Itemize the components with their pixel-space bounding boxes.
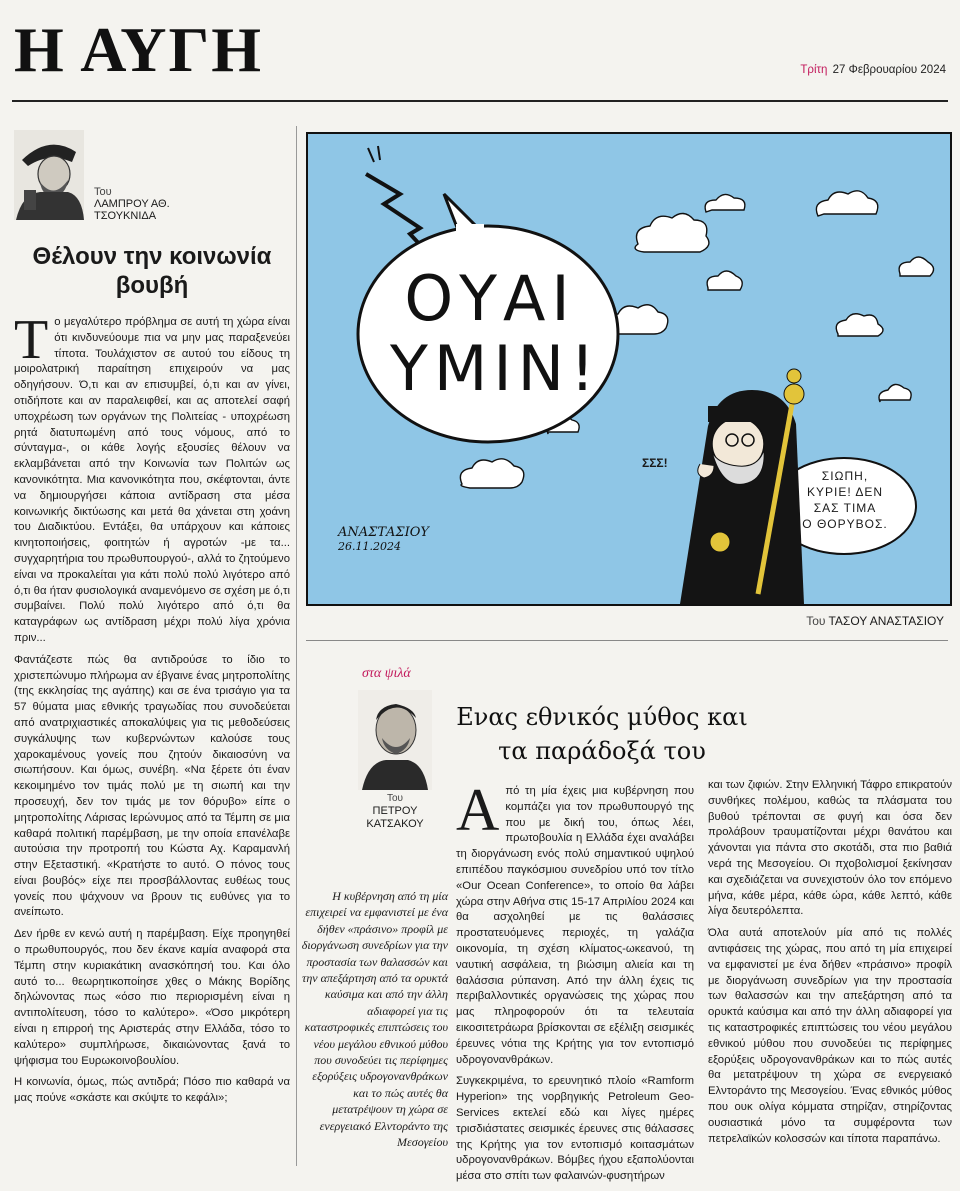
- speech-main-line1: ΟΥΑΙ: [404, 262, 576, 335]
- cartoon-credit: [806, 614, 944, 628]
- author-photo-katsakou: [358, 690, 432, 790]
- speech-small-line: ΣΑΣ ΤΙΜΑ: [813, 501, 877, 515]
- byline-column1: [94, 186, 224, 222]
- section-rule: [306, 640, 948, 641]
- dropcap: Α: [456, 777, 500, 843]
- column1-paragraph: Φαντάζεστε πώς θα αντιδρούσε το ίδιο το χριστεπώνυμο πλήρωμα αν έβγαινε ένας μητροπολίτης (της εκκλησίας της αγάπης) και σε ένα τρισάγιο για τα 57 θύματα μιας εθνικής τραγωδίας που συνοδεύεται από ανατριχιαστικές αποκαλύψεις για τις μεθοδεύσεις συγκάλυψης των κυβερνώντων καλούσε τους χαροκαμένους γονείς που ζητούν δικαιοσύνη να σιωπήσουν. Και όμως, συνέβη. «Να ξέρετε ότι έναν κεκοιμημένο τον τιμάς πολύ με τη σιωπή και την προσευχή, δεν τον τιμάς με τον θόρυβο» είπε ο μητροπολίτης Λάρισας Ιερώνυμος από τα Τέμπη σε μια καθαρά πολιτική παρέμβαση, με την οποία επανέλαβε αυτούσια την προτροπή του Κώστα Αχ. Καραμανλή στην Εξεταστική. «Κρατήστε το αυτό. Ο πόνος τους είναι βουβός» είχε πει προσβάλλοντας ευθέως τους γονείς που ψάχνουν να βρουν τις ευθύνες για το ανείπωτο.: [14, 653, 290, 919]
- paragraph-text: ο μεγαλύτερο πρόβλημα σε αυτή τη χώρα είναι ότι κινδυνεύουμε πια να μην μας παραξενεύει τίποτα. Τουλάχιστον σε αυτού του είδους τη μοιρολατρική παραίτηση επιχειρούν να μας οδηγήσουν. Ό,τι και αν επισυμβεί, ό,τι και αν γίνει, οτιδήποτε και αν παραλειφθεί, και ας αποτελεί σαφή υποχρέωση των οργάνων της Πολιτείας - υποχρέωση ρητά διατυπωμένη από τους νόμους, από το σύνταγμα-, οι κάθε λογής εξουσίες θέλουν να εκλαμβάνεται από την Κοινωνία των Πολιτών ως κανονικότητα. Μια κανονικότητα που, σκέφτονται, άντε να δημιουργήσει κάποια αντίδραση στα μέσα κοινωνικής δικτύωσης και μετά θα χάνεται στη χοάνη του Διαδικτύου. Εντάξει, θα υπάρχουν και κάποιες κινητοποιήσεις, φοιτητών ή αγροτών -με τα... συγχαρητήρια του πρωθυπουργού-, αλλά το ζητούμενο είναι να προκαλείται για κάτι πολύ πολύ λιγότερο από ό,τι θα ήταν φυσιολογικά αναμενόμενο σε σχέση με ό,τι συμβαίνει. Πολύ πολύ λιγότερο από ό,τι θα καταγράφων ως αντίδραση μέχρι πολύ λίγα χρόνια πριν...: [14, 316, 290, 644]
- byline-author: ΠΕΤΡΟΥ ΚΑΤΣΑΚΟΥ: [366, 805, 424, 830]
- editorial-cartoon: [306, 132, 952, 606]
- credit-name: ΤΑΣΟΥ ΑΝΑΣΤΑΣΙΟΥ: [828, 614, 944, 628]
- byline-article2: [350, 792, 440, 831]
- column1-paragraph: [14, 309, 290, 647]
- speech-small-line: Ο ΘΟΡΥΒΟΣ.: [802, 517, 888, 531]
- article2-paragraph: [456, 777, 694, 1068]
- byline-prefix: Του: [386, 793, 404, 804]
- signature-date: 26.11.2024: [338, 540, 401, 553]
- headline-column1: Θέλουν την κοινωνία βουβή: [32, 243, 272, 299]
- dateline: [800, 64, 946, 76]
- byline-author: ΛΑΜΠΡΟΥ ΑΘ. ΤΣΟΥΚΝΙΔΑ: [94, 198, 170, 222]
- cartoonist-signature: [338, 526, 429, 554]
- speech-small-line: ΚΥΡΙΕ! ΔΕΝ: [806, 485, 884, 499]
- column-divider: [296, 126, 297, 1166]
- dropcap: Τ: [14, 309, 49, 371]
- credit-prefix: Του: [806, 614, 826, 628]
- date-day: Τρίτη: [800, 64, 828, 76]
- newspaper-masthead: Η ΑΥΓΗ: [14, 14, 263, 85]
- article2-paragraph: Συγκεκριμένα, το ερευνητικό πλοίο «Ramform Hyperion» της νορβηγικής Petroleum Geo-Services εκτελεί εδώ και λίγες ημέρες τρισδιάστατες σεισμικές έρευνες στις θάλασσες της Κρήτης για τον εντοπισμό κοιτασμάτων υδρογονανθράκων. Βόμβες ήχου εξαπολύονται μέσα στο σπίτι των φαλαινών-φυσητήρων: [456, 1075, 694, 1183]
- headline-article2: Ενας εθνικός μύθος και τα παράδοξά του: [456, 703, 748, 765]
- pull-quote: Η κυβέρνηση από τη μία επιχειρεί να εμφανιστεί με ένα δήθεν «πράσινο» προφίλ με διοργάνωση συνεδρίων για την προστασία των θαλασσών και την απεξάρτηση από τα ορυκτά καύσιμα και από την άλλη αδιαφορεί για τις καταστροφικές επιπτώσεις του νέου μεγάλου εθνικού μύθου που συνοδεύει τις περίφημες εξορύξεις υδρογονανθράκων και το πώς αυτές θα μετατρέψουν τη χώρα σε ενεργειακό Ελντοράντο της Μεσογείου: [301, 889, 448, 1150]
- shush-text: ΣΣΣ!: [642, 456, 668, 470]
- column1-paragraph: Δεν ήρθε εν κενώ αυτή η παρέμβαση. Είχε προηγηθεί ο πρωθυπουργός, που δεν έκανε καμία αναφορά στα Τέμπη στην κυριακάτικη ανασκόπησή του. Και όλο αυτό το... θεωρητικοποίησε χθες ο Μάκης Βορίδης δηλώνοντας πως «όσο πιο περιορισμένη είναι η αντιπολίτευση, τόσο το καλύτερο». «Όσο μικρότερη είναι η επιρροή της Αριστεράς στην Ελλάδα, τόσο το καλύτερο» συμπλήρωσε, δικαιώνοντας ξανά το ψήφισμα του Ευρωκοινοβουλίου.: [14, 928, 290, 1067]
- byline-prefix: Του: [94, 186, 112, 198]
- article2-paragraph: Όλα αυτά αποτελούν μία από τις πολλές αντιφάσεις της χώρας, που από τη μία επιχειρεί να εμφανιστεί με ένα δήθεν «πράσινο» προφίλ με διοργάνωση συνεδρίων για την προστασία των θαλασσών και την απεξάρτηση από τα ορυκτά καύσιμα και από την άλλη αδιαφορεί για τις καταστροφικές επιπτώσεις του νέου μεγάλου εθνικού μύθου που συνοδεύει τις περίφημες εξορύξεις υδρογονανθράκων και το πώς αυτές θα μετατρέψουν τη χώρα σε ενεργειακό Ελντοράντο της Μεσογείου. Ένας εθνικός μύθος που ουκ ολίγα κόμματα στηρίζαν, στηρίζοντας ουσιαστικά μόνο τα συμφέροντα των πετρελαϊκών κολοσσών και τίποτα παραπάνω.: [708, 927, 952, 1145]
- masthead-rule: [12, 100, 948, 102]
- column1-paragraph: Η κοινωνία, όμως, πώς αντιδρά; Πόσο πιο καθαρά να μας πούνε «σκάστε και σκύψτε το κεφάλι»;: [14, 1076, 290, 1105]
- paragraph-text: πό τη μία έχεις μια κυβέρνηση που κομπάζει για τον πρωθυπουργό της που με δική του, όπως λέει, πρωτοβουλία η Ελλάδα έχει αναλάβει τη διοργάνωση ενός πολύ σημαντικού υψηλού επιπέδου παγκόσμιου συνεδρίου υπό τον τίτλο «Our Ocean Conference», το οποίο θα λάβει χώρα στην Αθήνα στις 15-17 Απριλίου 2024 και θα ασχοληθεί με τις θαλάσσιες προστατευόμενες περιοχές, τη γαλάζια οικονομία, τη σχέση κλίματος-ωκεανού, τη ναυτική ασφάλεια, τη βιώσιμη αλιεία και τη θαλάσσια ρύπανση. Από την άλλη έχεις τις περιβαλλοντικές οργανώσεις της χώρας που μας πληροφορούν ότι τα τελευταία εικοσιτετράωρα βρίσκονται σε εξέλιξη σεισμικές έρευνες νότια της Κρήτης για τον εντοπισμό υδρογονανθράκων.: [456, 785, 694, 1066]
- column1-body: [14, 309, 290, 1113]
- article2-paragraph: και των ζιφιών. Στην Ελληνική Τάφρο επικρατούν συνθήκες πολέμου, καθώς τα πλάσματα του βυθού τρέπονται σε φυγή και όσα δεν προλάβουν τραυματίζονται μέχρι θανάτου και χάνονται για πάντα στο σκοτάδι, στα πιο βαθιά νερά της Μεσογείου. Οι πχοβολισμοί ξεκίνησαν και σχεδιάζεται να συνεχιστούν όλο τον επόμενο μήνα, κάθε μέρα, κάθε ώρα, κάθε λεπτό, κάθε λίγα δευτερόλεπτα.: [708, 779, 952, 918]
- speech-small-text: [786, 468, 904, 532]
- date-rest: 27 Φεβρουαρίου 2024: [832, 64, 946, 76]
- spark-lines: [368, 146, 380, 162]
- section-kicker: στα ψιλά: [362, 666, 411, 681]
- author-photo-tsouknida: [14, 130, 84, 220]
- article2-body-right: [708, 778, 952, 1153]
- speech-small-line: ΣΙΩΠΗ,: [821, 469, 869, 483]
- speech-main-line2: ΥΜΙΝ!: [390, 332, 601, 405]
- signature-name: ΑΝΑΣΤΑΣΙΟΥ: [338, 525, 429, 540]
- article2-body-middle: [456, 777, 694, 1191]
- speech-main-text: [390, 262, 601, 405]
